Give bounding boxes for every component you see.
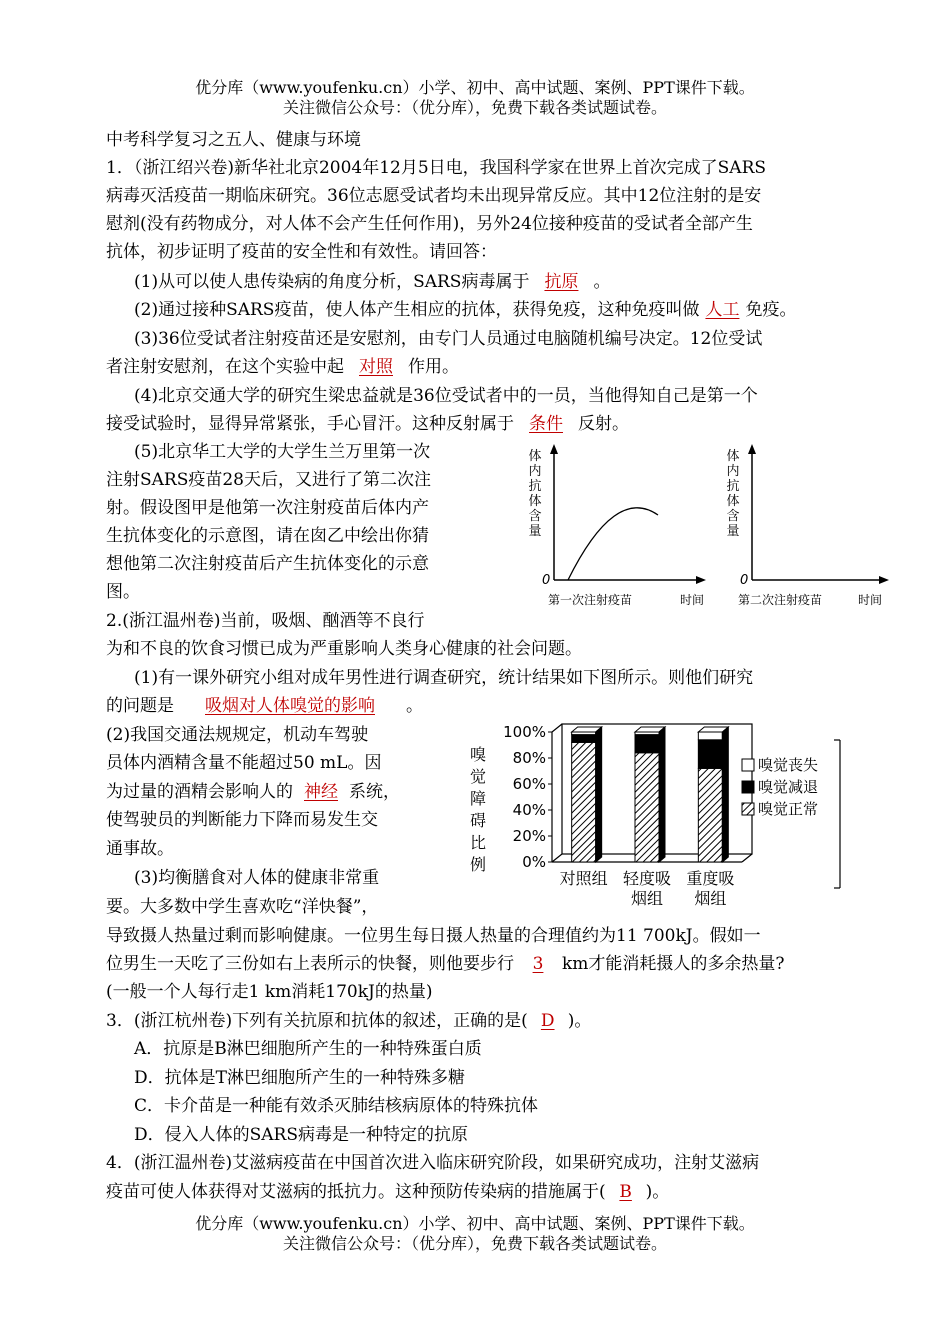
chart-ylabel-char-1: 觉 xyxy=(469,767,487,786)
footer-line-1: 优分库（www.youfenku.cn）小学、初中、高中试题、案例、PPT课件下载。 xyxy=(195,1214,755,1233)
q1-sub-5-line-1: (5)北京华工大学的大学生兰万里第一次 xyxy=(134,442,431,462)
bar-segment xyxy=(698,740,722,769)
category-label: 轻度吸 xyxy=(622,869,672,888)
q2-sub-3-line-1: (3)均衡膳食对人体的健康非常重 xyxy=(134,868,380,888)
q2-sub-3-text: 位男生一天吃了三份如右上表所示的快餐，则他要步行 xyxy=(106,954,514,974)
chart-depth-edge-right xyxy=(742,854,752,862)
footer-line-2: 关注微信公众号：（优分库），免费下载各类试题试卷。 xyxy=(282,1234,667,1253)
bar-side-face xyxy=(596,727,602,862)
q2-sub-3-line-2: 要。大多数中学生喜欢吃“洋快餐”， xyxy=(106,897,379,917)
graph-a-ylabel xyxy=(528,448,541,539)
q2-sub-1-end: 。 xyxy=(406,696,423,716)
q1-sub-3-text: 者注射安慰剂，在这个实验中起 xyxy=(106,357,344,377)
q2-sub-1-text: 的问题是 xyxy=(106,696,174,716)
chart-depth-edge-top xyxy=(552,724,562,732)
y-tick-label: 40% xyxy=(512,801,546,819)
category-label: 重度吸 xyxy=(686,869,735,888)
chart-ylabel-char-5: 例 xyxy=(469,855,487,874)
q1-sub-2-text: (2)通过接种SARS疫苗，使人体产生相应的抗体，获得免疫，这种免疫叫做 xyxy=(134,300,700,320)
q1-sub-3-end: 作用。 xyxy=(408,357,459,377)
q2-sub-3-end: km才能消耗摄人的多余热量? xyxy=(562,954,785,974)
q1-sub-3-line-1: (3)36位受试者注射疫苗还是安慰剂，由专门人员通过电脑随机编号决定。12位受试 xyxy=(134,329,763,349)
q1-sub-5-line-2: 注射SARS疫苗28天后，又进行了第二次注 xyxy=(106,470,431,490)
q2-sub-2-line-5: 通事故。 xyxy=(106,839,174,859)
q1-sub-2-end: 免疫。 xyxy=(745,300,797,320)
header-line-2: 关注微信公众号：（优分库），免费下载各类试题试卷。 xyxy=(282,98,667,117)
graph-b-ylabel-char-1: 内 xyxy=(726,464,740,479)
graph-a-ylabel-char-5: 量 xyxy=(528,524,542,539)
q4-answer: B xyxy=(619,1182,632,1202)
chart-y-ticks xyxy=(503,723,552,871)
q3-stem-end: )。 xyxy=(567,1011,592,1031)
legend-swatch xyxy=(742,803,754,815)
graph-a-xend: 时间 xyxy=(680,593,705,607)
q4-line-1: 4．(浙江温州卷)艾滋病疫苗在中国首次进入临床研究阶段，如果研究成功，注射艾滋病 xyxy=(106,1153,760,1173)
q1-sub-4-line-1: (4)北京交通大学的研究生梁忠益就是36位受试者中的一员，当他得知自己是第一个 xyxy=(134,386,758,406)
q2-sub-1-line-1: (1)有一课外研究小组对成年男性进行调查研究，统计结果如下图所示。则他们研究 xyxy=(134,668,754,688)
antibody-graph-b xyxy=(718,440,908,615)
q2-sub-3-line-4 xyxy=(106,952,785,976)
q1-line-4: 抗体，初步证明了疫苗的安全性和有效性。请回答： xyxy=(106,242,497,262)
bar-segment xyxy=(698,732,722,740)
q2-sub-2-end: 系统， xyxy=(349,782,400,802)
chart-ylabel xyxy=(470,745,486,874)
chart-bars xyxy=(572,727,729,862)
q2-sub-2-line-1: (2)我国交通法规规定，机动车驾驶 xyxy=(106,725,369,745)
q1-sub-4-end: 反射。 xyxy=(578,414,629,434)
q2-sub-3-line-5: (一般一个人每行走1 km消耗170kJ的热量) xyxy=(106,982,433,1002)
q2-sub-2-text: 为过量的酒精会影响人的 xyxy=(106,782,293,802)
q2-line-2: 为和不良的饮食习惯已成为严重影响人类身心健康的社会问题。 xyxy=(106,639,582,659)
q2-sub-2-answer: 神经 xyxy=(304,782,338,802)
header-line-1: 优分库（www.youfenku.cn）小学、初中、高中试题、案例、PPT课件下载。 xyxy=(195,78,755,97)
q1-sub-3-answer: 对照 xyxy=(359,357,393,377)
y-tick-label: 60% xyxy=(512,775,546,793)
chart-ylabel-char-2: 障 xyxy=(469,789,487,808)
y-tick-label: 0% xyxy=(522,853,546,871)
q1-sub-4-line-2 xyxy=(106,412,629,436)
q4-line-2 xyxy=(106,1180,669,1204)
antibody-graph-a xyxy=(520,440,710,615)
q4-stem-text: 疫苗可使人体获得对艾滋病的抵抗力。这种预防传染病的措施属于( xyxy=(106,1182,606,1202)
q1-sub-5-line-6: 图。 xyxy=(106,582,140,602)
graph-a-ylabel-char-2: 抗 xyxy=(528,479,542,494)
q3-option-c: C．卡介苗是一种能有效杀灭肺结核病原体的特殊抗体 xyxy=(134,1096,539,1116)
q3-answer: D xyxy=(540,1011,555,1031)
bar-segment xyxy=(572,735,596,743)
graph-b-y-arrow xyxy=(748,444,756,454)
q2-sub-1-answer: 吸烟对人体嗅觉的影响 xyxy=(205,696,375,716)
graph-a-x-arrow xyxy=(696,576,706,584)
graph-b-ylabel xyxy=(726,448,739,539)
q1-line-3: 慰剂(没有药物成分，对人体不会产生任何作用)，另外24位接种疫苗的受试者全部产生 xyxy=(106,214,753,234)
graph-a-xlabel: 第一次注射疫苗 xyxy=(547,593,633,607)
graph-b-origin: 0 xyxy=(740,573,749,588)
graph-b-xend: 时间 xyxy=(858,593,883,607)
q1-sub-1-end: 。 xyxy=(593,272,611,292)
chart-ylabel-char-3: 碍 xyxy=(469,811,487,830)
q2-sub-3-answer: 3 xyxy=(532,954,544,974)
graph-b-xlabel: 第二次注射疫苗 xyxy=(737,593,823,607)
q1-sub-5-line-4: 生抗体变化的示意图，请在囱乙中绘出你猜 xyxy=(106,526,429,546)
q1-sub-4-answer: 条件 xyxy=(529,414,563,434)
q1-sub-1-answer: 抗原 xyxy=(544,272,579,292)
graph-b-ylabel-char-2: 抗 xyxy=(726,479,740,494)
bar-segment xyxy=(635,735,659,753)
q2-sub-3-line-3: 导致摄人热量过剩而影响健康。一位男生每日摄人热量的合理值约为11 700kJ。假如一 xyxy=(106,926,761,946)
graph-a-ylabel-char-0: 体 xyxy=(528,449,542,464)
legend-label: 嗅觉正常 xyxy=(758,800,819,818)
legend-label: 嗅觉减退 xyxy=(758,778,819,796)
q1-line-1: 1．（浙江绍兴卷)新华社北京2004年12月5日电，我国科学家在世界上首次完成了SARS xyxy=(106,158,767,178)
chart-ylabel-char-4: 比 xyxy=(469,833,487,852)
graph-a-ylabel-char-3: 体 xyxy=(528,494,542,509)
chart-ylabel-char-0: 嗅 xyxy=(469,745,487,764)
q3-option-d: D．侵入人体的SARS病毒是一种特定的抗原 xyxy=(134,1125,468,1145)
q1-sub-5-line-3: 射。假设图甲是他第一次注射疫苗后体内产 xyxy=(106,498,429,518)
graph-b-x-arrow xyxy=(879,576,889,584)
chart-categories xyxy=(560,869,735,908)
q1-sub-5-line-5: 想他第二次注射疫苗后产生抗体变化的示意 xyxy=(106,554,429,574)
q2-sub-2-line-2: 员体内酒精含量不能超过50 mL。因 xyxy=(106,753,382,773)
q3-stem xyxy=(106,1009,591,1033)
bar-side-face xyxy=(722,727,728,862)
doc-title: 中考科学复习之五人、健康与环境 xyxy=(106,130,361,150)
category-label: 烟组 xyxy=(630,889,664,908)
graph-a-origin: 0 xyxy=(542,573,551,588)
bar-segment xyxy=(698,768,722,862)
q1-line-2: 病毒灭活疫苗一期临床研究。36位志愿受试者均未出现异常反应。其中12位注射的是安 xyxy=(106,186,762,206)
graph-b-ylabel-char-4: 含 xyxy=(726,509,740,524)
smell-impairment-chart xyxy=(462,710,862,910)
y-tick-label: 80% xyxy=(512,749,546,767)
y-tick-label: 100% xyxy=(503,723,546,741)
q3-option-a: A．抗原是B淋巴细胞所产生的一种特殊蛋白质 xyxy=(134,1039,482,1059)
q4-stem-end: )。 xyxy=(645,1182,670,1202)
bar-side-face xyxy=(659,727,665,862)
graph-a-ylabel-char-4: 含 xyxy=(528,509,542,524)
q1-sub-1 xyxy=(134,270,610,294)
legend-label: 嗅觉丧失 xyxy=(758,756,819,774)
chart-legend xyxy=(742,740,840,888)
q2-line-1: 2.(浙江温州卷)当前，吸烟、酗酒等不良行 xyxy=(106,611,425,631)
category-label: 对照组 xyxy=(559,869,608,888)
legend-swatch xyxy=(742,759,754,771)
bar-segment xyxy=(572,742,596,862)
chart-depth-edge-bottom xyxy=(552,854,562,862)
q2-sub-2-line-4: 使驾驶员的判断能力下降而易发生交 xyxy=(106,810,378,830)
graph-b-ylabel-char-5: 量 xyxy=(726,524,740,539)
graph-a-ylabel-char-1: 内 xyxy=(528,464,542,479)
category-label: 烟组 xyxy=(694,889,727,908)
graph-a-y-arrow xyxy=(550,444,558,454)
q1-sub-2-answer: 人工 xyxy=(705,300,740,320)
q1-sub-2 xyxy=(134,298,796,322)
q3-stem-text: 3．(浙江杭州卷)下列有关抗原和抗体的叙述，正确的是( xyxy=(106,1011,528,1031)
graph-b-ylabel-char-3: 体 xyxy=(726,494,740,509)
q1-sub-3-line-2 xyxy=(106,355,459,379)
bar-segment xyxy=(635,753,659,862)
q2-sub-1-line-2 xyxy=(106,694,423,718)
legend-swatch xyxy=(742,781,754,793)
q2-sub-2-line-3 xyxy=(106,780,400,804)
graph-a-antibody-curve xyxy=(568,508,658,580)
y-tick-label: 20% xyxy=(512,827,546,845)
q1-sub-1-text: (1)从可以使人患传染病的角度分析，SARS病毒属于 xyxy=(134,272,530,292)
q1-sub-4-text: 接受试验时，显得异常紧张，手心冒汗。这种反射属于 xyxy=(106,414,514,434)
graph-b-ylabel-char-0: 体 xyxy=(726,449,740,464)
q3-option-b: D．抗体是T淋巴细胞所产生的一种特殊多糖 xyxy=(134,1068,465,1088)
